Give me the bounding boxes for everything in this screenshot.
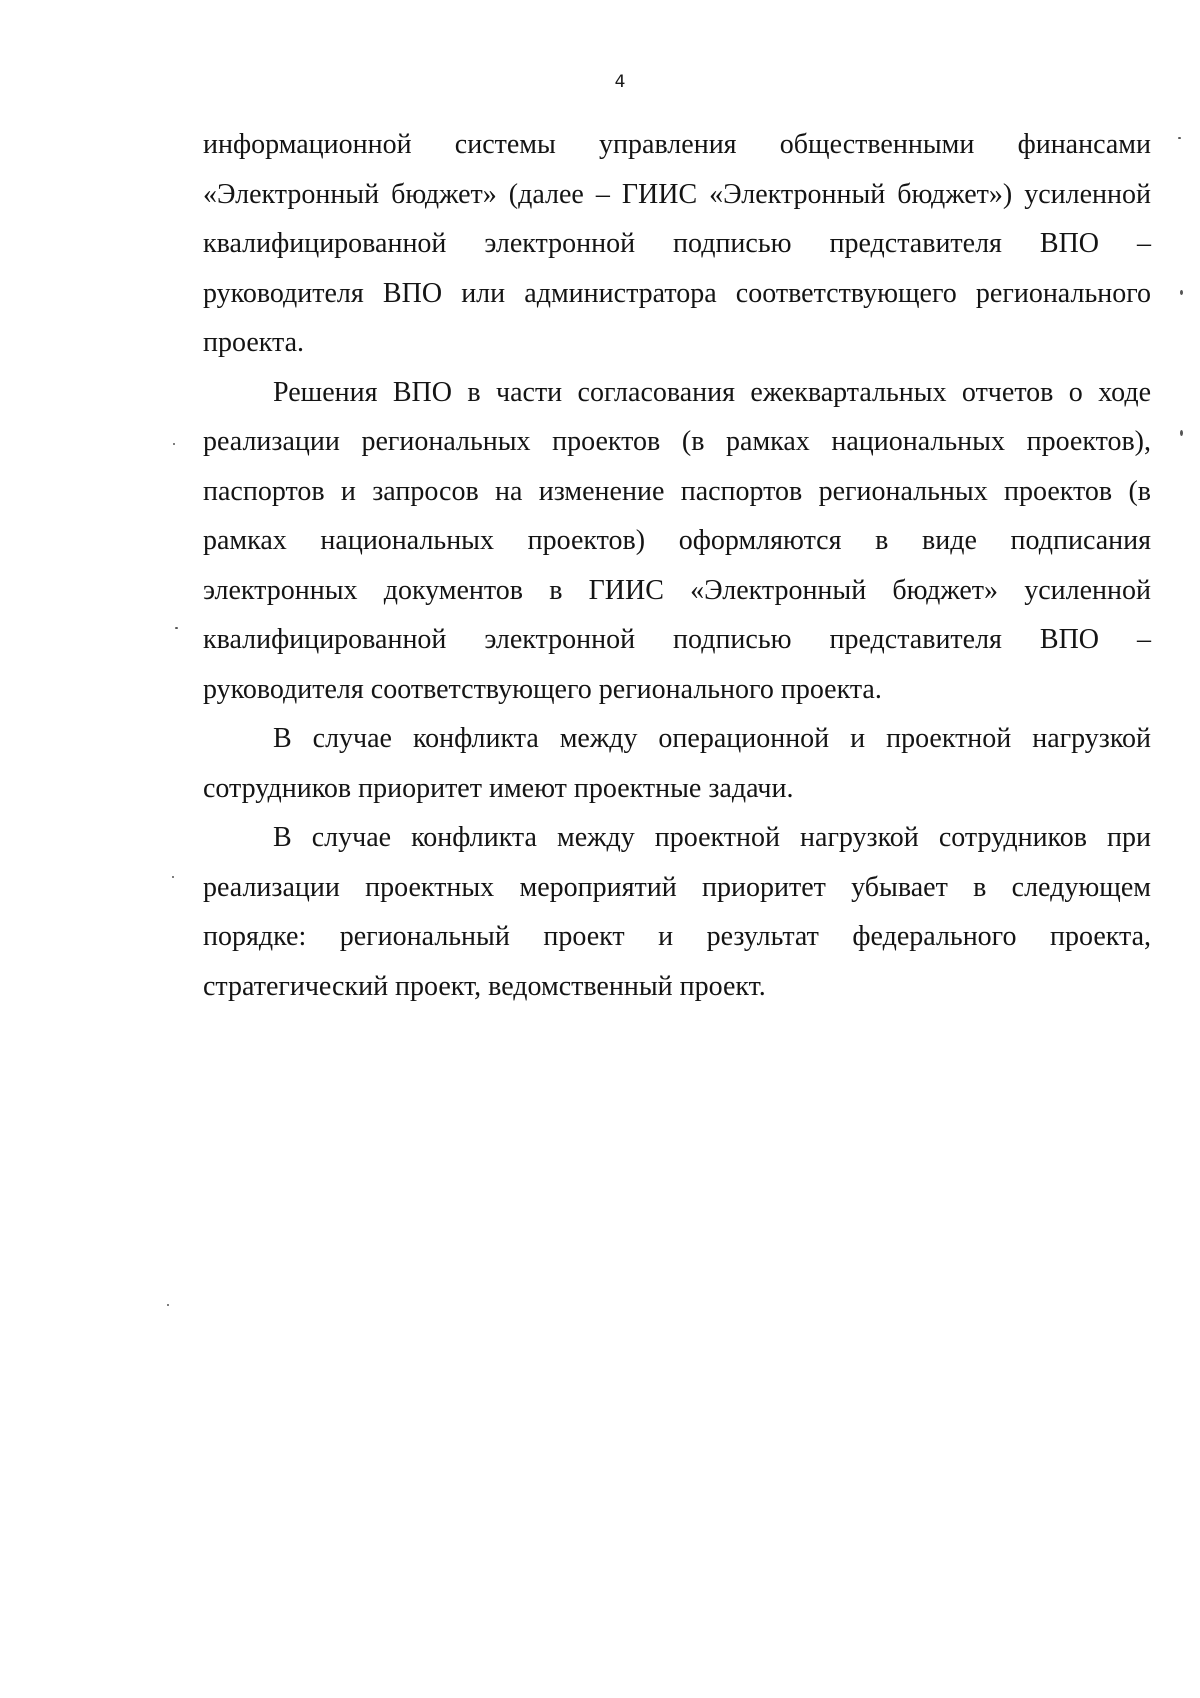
paragraph-2: Решения ВПО в части согласования ежеквартальных отчетов о ходе реализации региональных проектов (в рамках национальных проектов), паспортов и запросов на изменение паспортов региональных проектов (в рамках национальных проектов) оформляются в виде подписания электронных документов в ГИИС «Электронный бюджет» усиленной квалифицированной электронной подписью представителя ВПО – руководителя соответствующего регионального проекта. (203, 376, 1151, 705)
body-text (203, 120, 1151, 1011)
scan-speck (173, 443, 175, 445)
scan-speck (172, 876, 174, 878)
scan-speck (1180, 290, 1183, 295)
paragraph-3: В случае конфликта между операционной и проектной нагрузкой сотрудников приоритет имеют проектные задачи. (203, 723, 1151, 804)
page-number: 4 (614, 72, 626, 92)
scan-speck (1180, 430, 1183, 436)
scan-speck (167, 1304, 169, 1306)
scan-speck (175, 627, 178, 629)
paragraph-4: В случае конфликта между проектной нагрузкой сотрудников при реализации проектных мероприятий приоритет убывает в следующем порядке: региональный проект и результат федерального проекта, стратегический проект, ведомственный проект. (203, 822, 1151, 1002)
paragraph-1: информационной системы управления общественными финансами «Электронный бюджет» (далее – ГИИС «Электронный бюджет») усиленной квалифицированной электронной подписью представителя ВПО – руководителя ВПО или администратора соответствующего регионального проекта. (203, 129, 1151, 358)
scan-speck (1178, 137, 1181, 139)
